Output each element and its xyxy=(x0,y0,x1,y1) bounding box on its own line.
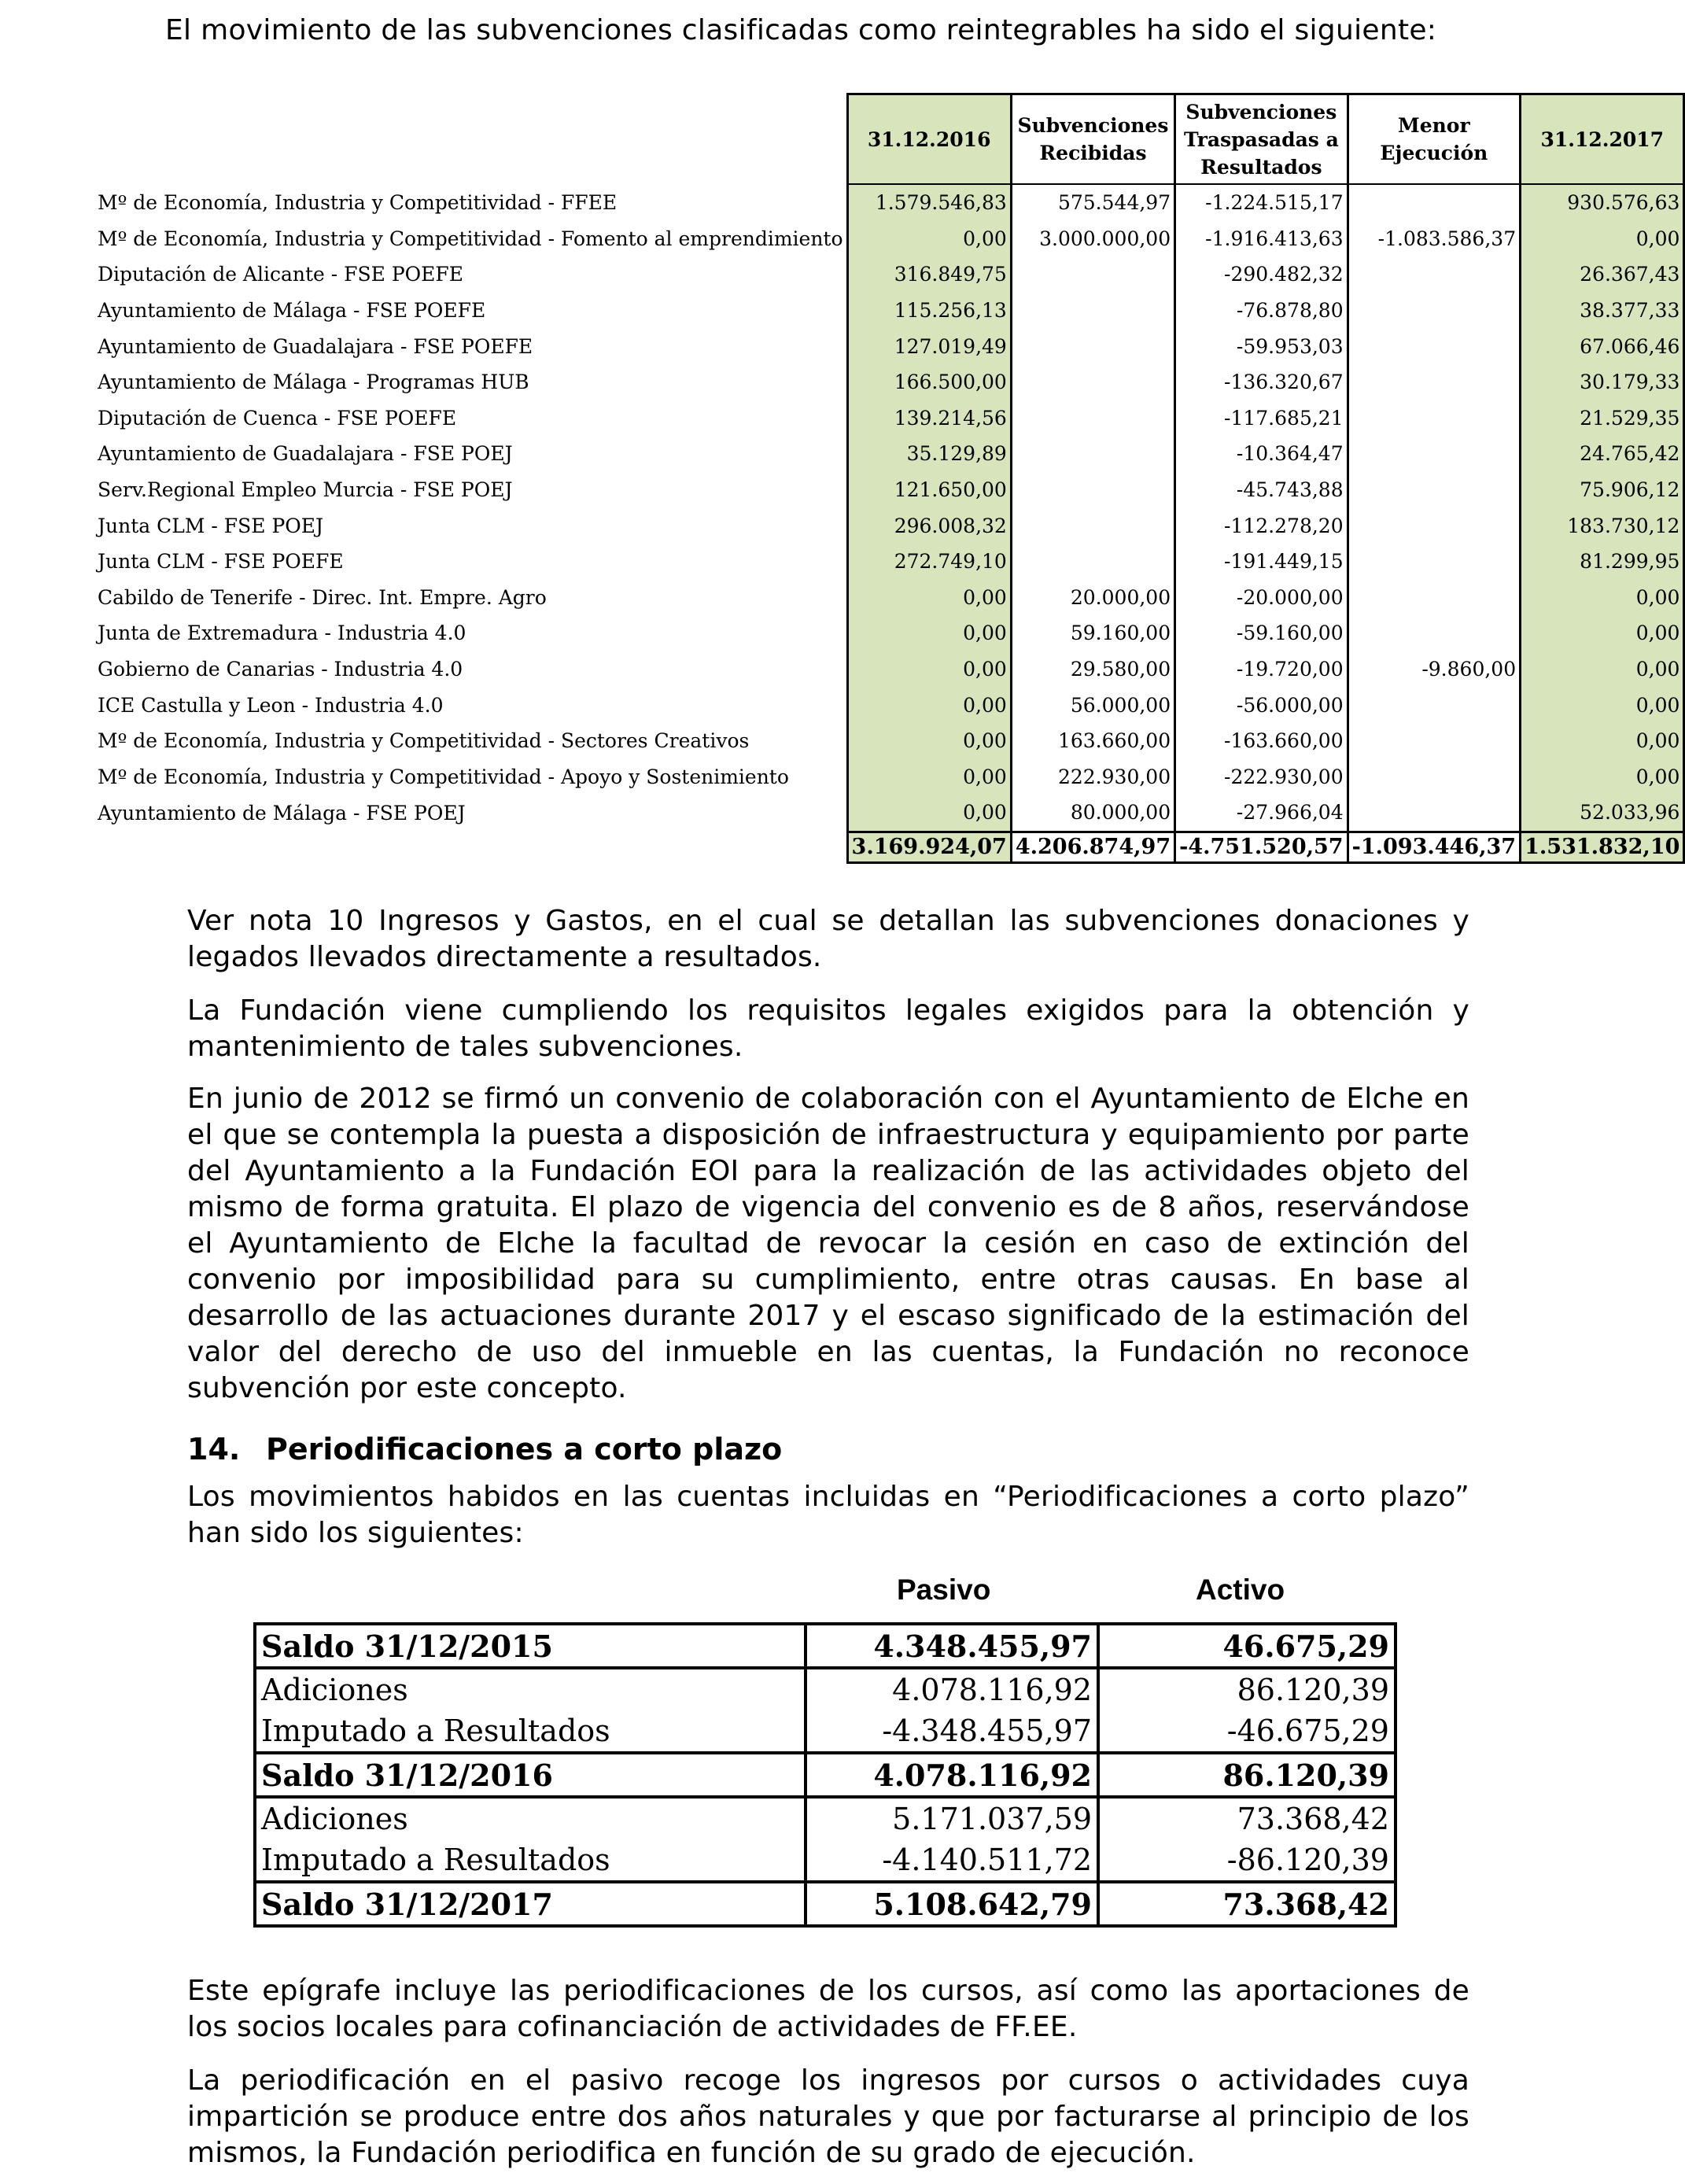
accruals-table xyxy=(253,1622,1397,1928)
balance-row xyxy=(255,1882,1396,1926)
cell-received xyxy=(1011,436,1174,472)
section-heading xyxy=(187,1432,782,1466)
accruals-table-body xyxy=(255,1624,1396,1926)
table-row xyxy=(93,651,1684,688)
table-row xyxy=(93,184,1684,221)
cell-2016: 0,00 xyxy=(847,221,1011,257)
cell-received: 222.930,00 xyxy=(1011,759,1174,795)
cell-received xyxy=(1011,544,1174,580)
paragraph: Este epígrafe incluye las periodificaciones de los cursos, así como las aportaciones de los socios locales para cofinanciación de actividades de FF.EE. xyxy=(187,1975,1469,2043)
row-label: Saldo 31/12/2015 xyxy=(255,1624,806,1668)
cell-received: 80.000,00 xyxy=(1011,795,1174,832)
cell-pasivo: 5.108.642,79 xyxy=(806,1882,1098,1926)
cell-2017: 38.377,33 xyxy=(1521,293,1684,329)
cell-lower-execution xyxy=(1348,544,1521,580)
cell-activo: 86.120,39 xyxy=(1098,1753,1396,1797)
cell-pasivo: -4.140.511,72 xyxy=(806,1839,1098,1882)
header-2016: 31.12.2016 xyxy=(847,94,1011,185)
totals-label-blank xyxy=(93,832,847,862)
row-label: Adiciones xyxy=(255,1797,806,1839)
table-row xyxy=(93,400,1684,437)
subsidies-table-body xyxy=(93,184,1684,862)
cell-lower-execution xyxy=(1348,580,1521,616)
cell-2016: 0,00 xyxy=(847,615,1011,651)
cell-2017: 0,00 xyxy=(1521,723,1684,759)
table-row xyxy=(93,256,1684,293)
cell-2017: 52.033,96 xyxy=(1521,795,1684,832)
cell-lower-execution xyxy=(1348,293,1521,329)
cell-received xyxy=(1011,293,1174,329)
total-2016: 3.169.924,07 xyxy=(847,832,1011,862)
cell-transferred: -1.916.413,63 xyxy=(1175,221,1348,257)
row-label: Diputación de Cuenca - FSE POEFE xyxy=(98,406,457,430)
cell-received: 163.660,00 xyxy=(1011,723,1174,759)
row-label: Ayuntamiento de Málaga - FSE POEJ xyxy=(98,802,466,825)
row-label: Saldo 31/12/2016 xyxy=(255,1753,806,1797)
row-label: Junta CLM - FSE POEFE xyxy=(98,550,344,574)
cell-transferred: -45.743,88 xyxy=(1175,472,1348,508)
row-label: Gobierno de Canarias - Industria 4.0 xyxy=(98,658,463,681)
column-header-activo: Activo xyxy=(1196,1573,1285,1606)
balance-row xyxy=(255,1753,1396,1797)
header-received: Subvenciones Recibidas xyxy=(1011,94,1174,185)
subsidies-table xyxy=(93,93,1685,864)
table-row xyxy=(93,472,1684,508)
intro-text: El movimiento de las subvenciones clasificadas como reintegrables ha sido el siguiente: xyxy=(165,14,1437,46)
table-row xyxy=(93,436,1684,472)
subsidies-header-row xyxy=(93,94,1684,185)
cell-2017: 0,00 xyxy=(1521,580,1684,616)
cell-lower-execution: -9.860,00 xyxy=(1348,651,1521,688)
row-label: Mº de Economía, Industria y Competitividad - Fomento al emprendimiento xyxy=(98,227,843,250)
cell-2016: 166.500,00 xyxy=(847,364,1011,400)
cell-transferred: -76.878,80 xyxy=(1175,293,1348,329)
cell-pasivo: 4.348.455,97 xyxy=(806,1624,1098,1668)
row-label: Junta de Extremadura - Industria 4.0 xyxy=(98,622,466,645)
cell-lower-execution xyxy=(1348,723,1521,759)
cell-received: 20.000,00 xyxy=(1011,580,1174,616)
cell-2017: 930.576,63 xyxy=(1521,184,1684,221)
cell-transferred: -112.278,20 xyxy=(1175,507,1348,544)
cell-2017: 75.906,12 xyxy=(1521,472,1684,508)
header-blank xyxy=(93,94,847,185)
header-2017: 31.12.2017 xyxy=(1521,94,1684,185)
cell-received xyxy=(1011,400,1174,437)
cell-pasivo: 4.078.116,92 xyxy=(806,1753,1098,1797)
paragraph: La Fundación viene cumpliendo los requisitos legales exigidos para la obtención y mantenimiento de tales subvenciones. xyxy=(187,994,1469,1063)
row-label: Serv.Regional Empleo Murcia - FSE POEJ xyxy=(98,478,513,502)
cell-transferred: -10.364,47 xyxy=(1175,436,1348,472)
cell-lower-execution xyxy=(1348,364,1521,400)
cell-2017: 30.179,33 xyxy=(1521,364,1684,400)
cell-received xyxy=(1011,507,1174,544)
movement-row xyxy=(255,1839,1396,1882)
cell-2016: 0,00 xyxy=(847,723,1011,759)
cell-2017: 26.367,43 xyxy=(1521,256,1684,293)
cell-lower-execution xyxy=(1348,507,1521,544)
cell-pasivo: 5.171.037,59 xyxy=(806,1797,1098,1839)
row-label: Junta CLM - FSE POEJ xyxy=(98,514,324,537)
cell-lower-execution xyxy=(1348,759,1521,795)
cell-2016: 272.749,10 xyxy=(847,544,1011,580)
table-row xyxy=(93,293,1684,329)
row-label: ICE Castulla y Leon - Industria 4.0 xyxy=(98,693,444,717)
cell-2016: 316.849,75 xyxy=(847,256,1011,293)
cell-2016: 115.256,13 xyxy=(847,293,1011,329)
header-transferred: Subvenciones Traspasadas a Resultados xyxy=(1175,94,1348,185)
row-label: Mº de Economía, Industria y Competitividad - Apoyo y Sostenimiento xyxy=(98,765,789,788)
cell-2016: 1.579.546,83 xyxy=(847,184,1011,221)
cell-received xyxy=(1011,328,1174,364)
cell-transferred: -27.966,04 xyxy=(1175,795,1348,832)
cell-lower-execution: -1.083.586,37 xyxy=(1348,221,1521,257)
table-row xyxy=(93,221,1684,257)
table-row xyxy=(93,328,1684,364)
cell-2016: 127.019,49 xyxy=(847,328,1011,364)
total-lower-execution: -1.093.446,37 xyxy=(1348,832,1521,862)
cell-received: 29.580,00 xyxy=(1011,651,1174,688)
cell-lower-execution xyxy=(1348,436,1521,472)
row-label: Ayuntamiento de Guadalajara - FSE POEFE xyxy=(98,334,533,358)
total-received: 4.206.874,97 xyxy=(1011,832,1174,862)
row-label: Diputación de Alicante - FSE POEFE xyxy=(98,263,464,286)
row-label: Adiciones xyxy=(255,1668,806,1710)
cell-transferred: -290.482,32 xyxy=(1175,256,1348,293)
cell-activo: 86.120,39 xyxy=(1098,1668,1396,1710)
cell-transferred: -163.660,00 xyxy=(1175,723,1348,759)
cell-transferred: -136.320,67 xyxy=(1175,364,1348,400)
cell-2017: 67.066,46 xyxy=(1521,328,1684,364)
cell-lower-execution xyxy=(1348,687,1521,723)
row-label: Ayuntamiento de Málaga - FSE POEFE xyxy=(98,299,486,323)
cell-transferred: -1.224.515,17 xyxy=(1175,184,1348,221)
table-row xyxy=(93,795,1684,832)
cell-activo: 73.368,42 xyxy=(1098,1882,1396,1926)
cell-received xyxy=(1011,256,1174,293)
row-label: Mº de Economía, Industria y Competitividad - FFEE xyxy=(98,190,618,214)
cell-lower-execution xyxy=(1348,472,1521,508)
cell-activo: 73.368,42 xyxy=(1098,1797,1396,1839)
cell-2016: 0,00 xyxy=(847,580,1011,616)
paragraph: La periodificación en el pasivo recoge los ingresos por cursos o actividades cuya impartición se produce entre dos años naturales y que por facturarse al principio de los mismos, la Fundación periodifica en función de su grado de ejecución. xyxy=(187,2064,1469,2169)
cell-2017: 0,00 xyxy=(1521,651,1684,688)
cell-received: 59.160,00 xyxy=(1011,615,1174,651)
cell-2017: 183.730,12 xyxy=(1521,507,1684,544)
total-transferred: -4.751.520,57 xyxy=(1175,832,1348,862)
table-row xyxy=(93,544,1684,580)
paragraph: Ver nota 10 Ingresos y Gastos, en el cual se detallan las subvenciones donaciones y legados llevados directamente a resultados. xyxy=(187,905,1469,973)
table-row xyxy=(93,364,1684,400)
cell-2017: 0,00 xyxy=(1521,759,1684,795)
cell-pasivo: -4.348.455,97 xyxy=(806,1710,1098,1753)
cell-lower-execution xyxy=(1348,795,1521,832)
table-row xyxy=(93,759,1684,795)
paragraph: En junio de 2012 se firmó un convenio de colaboración con el Ayuntamiento de Elche en el que se contempla la puesta a disposición de infraestructura y equipamiento por parte del Ayuntamiento a la Fundación EOI para la realización de las actividades objeto del mismo de forma gratuita. El plazo de vigencia del convenio es de 8 años, reservándose el Ayuntamiento de Elche la facultad de revocar la cesión en caso de extinción del convenio por imposibilidad para su cumplimiento, entre otras causas. En base al desarrollo de las actuaciones durante 2017 y el escaso significado de la estimación del valor del derecho de uso del inmueble en las cuentas, la Fundación no reconoce subvención por este concepto. xyxy=(187,1083,1469,1404)
cell-transferred: -191.449,15 xyxy=(1175,544,1348,580)
cell-transferred: -56.000,00 xyxy=(1175,687,1348,723)
cell-2016: 0,00 xyxy=(847,687,1011,723)
row-label: Imputado a Resultados xyxy=(255,1839,806,1882)
cell-transferred: -222.930,00 xyxy=(1175,759,1348,795)
cell-received xyxy=(1011,472,1174,508)
cell-lower-execution xyxy=(1348,328,1521,364)
movement-row xyxy=(255,1797,1396,1839)
cell-2016: 121.650,00 xyxy=(847,472,1011,508)
cell-2016: 0,00 xyxy=(847,651,1011,688)
row-label: Saldo 31/12/2017 xyxy=(255,1882,806,1926)
cell-transferred: -59.953,03 xyxy=(1175,328,1348,364)
balance-row xyxy=(255,1624,1396,1668)
cell-received: 56.000,00 xyxy=(1011,687,1174,723)
cell-pasivo: 4.078.116,92 xyxy=(806,1668,1098,1710)
row-label: Cabildo de Tenerife - Direc. Int. Empre. Agro xyxy=(98,585,547,609)
column-header-pasivo: Pasivo xyxy=(897,1573,991,1606)
cell-2017: 0,00 xyxy=(1521,615,1684,651)
cell-lower-execution xyxy=(1348,256,1521,293)
total-2017: 1.531.832,10 xyxy=(1521,832,1684,862)
cell-transferred: -20.000,00 xyxy=(1175,580,1348,616)
cell-transferred: -19.720,00 xyxy=(1175,651,1348,688)
section-number: 14. xyxy=(187,1432,241,1466)
cell-transferred: -117.685,21 xyxy=(1175,400,1348,437)
cell-lower-execution xyxy=(1348,184,1521,221)
table-row xyxy=(93,687,1684,723)
section-intro: Los movimientos habidos en las cuentas incluidas en “Periodificaciones a corto plazo” han sido los siguientes: xyxy=(187,1481,1469,1549)
cell-2017: 21.529,35 xyxy=(1521,400,1684,437)
cell-2016: 0,00 xyxy=(847,795,1011,832)
cell-2016: 0,00 xyxy=(847,759,1011,795)
cell-activo: 46.675,29 xyxy=(1098,1624,1396,1668)
cell-activo: -46.675,29 xyxy=(1098,1710,1396,1753)
cell-received xyxy=(1011,364,1174,400)
cell-received: 575.544,97 xyxy=(1011,184,1174,221)
row-label: Ayuntamiento de Guadalajara - FSE POEJ xyxy=(98,442,513,466)
row-label: Mº de Economía, Industria y Competitividad - Sectores Creativos xyxy=(98,729,750,753)
cell-2017: 0,00 xyxy=(1521,221,1684,257)
cell-2017: 24.765,42 xyxy=(1521,436,1684,472)
table-row xyxy=(93,723,1684,759)
table-row xyxy=(93,507,1684,544)
cell-received: 3.000.000,00 xyxy=(1011,221,1174,257)
movement-row xyxy=(255,1710,1396,1753)
movement-row xyxy=(255,1668,1396,1710)
cell-2016: 139.214,56 xyxy=(847,400,1011,437)
table-row xyxy=(93,580,1684,616)
row-label: Imputado a Resultados xyxy=(255,1710,806,1753)
cell-activo: -86.120,39 xyxy=(1098,1839,1396,1882)
section-title: Periodificaciones a corto plazo xyxy=(266,1432,783,1466)
cell-transferred: -59.160,00 xyxy=(1175,615,1348,651)
table-row xyxy=(93,615,1684,651)
cell-2016: 35.129,89 xyxy=(847,436,1011,472)
cell-lower-execution xyxy=(1348,615,1521,651)
header-lower-execution: Menor Ejecución xyxy=(1348,94,1521,185)
row-label: Ayuntamiento de Málaga - Programas HUB xyxy=(98,371,529,394)
cell-lower-execution xyxy=(1348,400,1521,437)
cell-2017: 0,00 xyxy=(1521,687,1684,723)
totals-row xyxy=(93,832,1684,862)
cell-2017: 81.299,95 xyxy=(1521,544,1684,580)
cell-2016: 296.008,32 xyxy=(847,507,1011,544)
